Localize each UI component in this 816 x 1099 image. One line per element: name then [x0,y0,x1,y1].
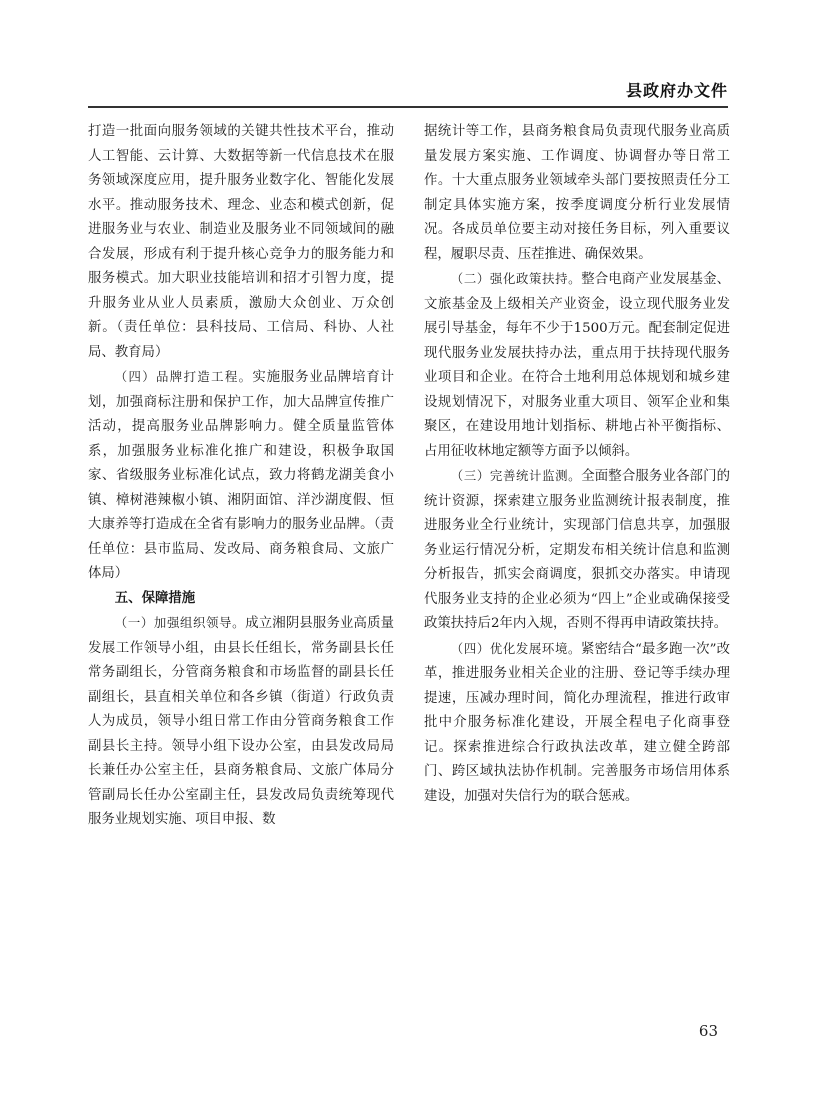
paragraph [424,267,730,464]
paragraph-body: 整合电商产业发展基金、文旅基金及上级相关产业资金，设立现代服务业发展引导基金，每年不少于1500万元。配套制定促进现代服务业发展扶持办法，重点用于扶持现代服务业项目和企业。在符合土地利用总体规划和城乡建设规划情况下，对服务业重大项目、领军企业和集聚区，在建设用地计划指标、耕地占补平衡指标、占用征收林地定额等方面予以倾斜。 [424,272,730,459]
subsection-heading: （二）强化政策扶持。 [450,271,582,286]
paragraph-body: 紧密结合“最多跑一次”改革，推进服务业相关企业的注册、登记等手续办理提速，压减办理时间，简化办理流程，推进行政审批中介服务标准化建设，开展全程电子化商事登记。探索推进综合行政执法改革，建立健全跨部门、跨区域执法协作机制。完善服务市场信用体系建设，加强对失信行为的联合惩戒。 [424,641,730,804]
subsection-heading: （四）优化发展环境。 [450,640,581,656]
subsection-heading: （三）完善统计监测。 [450,468,582,483]
paragraph [88,611,394,833]
paragraph-body: 全面整合服务业各部门的统计资源，探索建立服务业监测统计报表制度，推进服务业全行业统计，实现部门信息共享，加强服务业运行情况分析，定期发布相关统计信息和监测分析报告，抓实会商调度，狠抓交办落实。申请现代服务业支持的企业必须为“四上”企业或确保接受政策扶持后2年内入规，否则不得再申请政策扶持。 [424,469,730,631]
section-heading: 五、保障措施 [114,590,196,606]
header-divider [88,106,728,108]
subsection-heading: （四）品牌打造工程。 [114,369,253,384]
paragraph [88,365,394,587]
paragraph [424,637,730,810]
paragraph [424,464,730,637]
paragraph: 据统计等工作，县商务粮食局负责现代服务业高质量发展方案实施、工作调度、协调督办等日常工作。十大重点服务业领域牵头部门要按照责任分工制定具体实施方案，按季度调度分析行业发展情况。各成员单位要主动对接任务目标，列入重要议程，履职尽责、压茬推进、确保效果。 [424,124,730,262]
paragraph-body: 成立湘阴县服务业高质量发展工作领导小组，由县长任组长，常务副县长任常务副组长，分管商务粮食和市场监督的副县长任副组长，县直相关单位和各乡镇（街道）行政负责人为成员，领导小组日常工作由分管商务粮食工作副县长主持。领导小组下设办公室，由县发改局局长兼任办公室主任，县商务粮食局、文旅广体局分管副局长任办公室副主任，县发改局负责统筹现代服务业规划实施、项目申报、数 [88,616,394,827]
left-column [88,120,394,833]
page-number: 63 [698,1022,718,1040]
right-column [424,120,730,809]
paragraph-body: 实施服务业品牌培育计划，加强商标注册和保护工作，加大品牌宣传推广活动，提高服务业品牌影响力。健全质量监管体系，加强服务业标准化推广和建设，积极争取国家、省级服务业标准化试点，致力将鹤龙湖美食小镇、樟树港辣椒小镇、湘阴面馆、洋沙湖度假、恒大康养等打造成在全省有影响力的服务业品牌。（责任单位：县市监局、发改局、商务粮食局、文旅广体局） [88,370,395,581]
subsection-heading: （一）加强组织领导。 [114,615,246,630]
paragraph: 打造一批面向服务领域的关键共性技术平台，推动人工智能、云计算、大数据等新一代信息技术在服务领域深度应用，提升服务业数字化、智能化发展水平。推动服务技术、理念、业态和模式创新，促进服务业与农业、制造业及服务业不同领域间的融合发展，形成有利于提升核心竞争力的服务能力和服务模式。加大职业技能培训和招才引智力度，提升服务业从业人员素质，激励大众创业、万众创新。（责任单位：县科技局、工信局、科协、人社局、教育局） [88,124,394,360]
header-title: 县政府办文件 [625,81,728,100]
